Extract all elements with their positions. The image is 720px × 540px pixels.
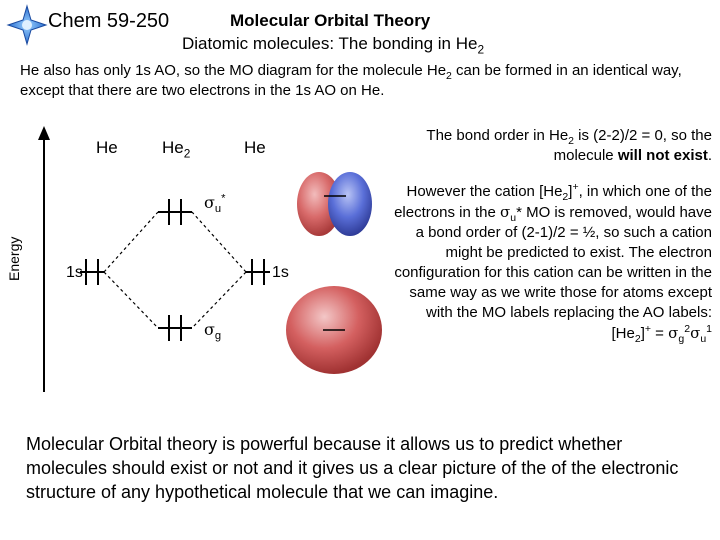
page-title: Molecular Orbital Theory [230,11,431,30]
energy-label: Energy [6,236,22,281]
energy-axis [38,126,50,392]
antibonding-level [158,199,192,225]
right-1s-label: 1s [272,264,289,281]
antibonding-orbital-image [297,172,372,236]
antibonding-label: $\sigma_u^*$ [204,192,226,216]
molecule-label: $He_2$ [162,138,191,161]
left-atom-label: He [96,138,118,157]
bond-order-paragraph: The bond order in $He_2$ is (2-2)/2 = 0, so the molecule will not exist. [426,127,712,164]
electron-configuration: $[He_2]^+ = \sigma_g^2\sigma_u^1$ [611,323,712,345]
intro-paragraph: He also has only 1s AO, so the MO diagram for the molecule $He_2$ can be formed in an identical way, except that there are two electrons in the 1s AO on He. [20,62,682,99]
conclusion-paragraph: Molecular Orbital theory is powerful because it allows us to predict whether molecules should exist or not and it gives us a clear picture of the of the electronic structure of any hypothetical molecule that we can imagine. [26,434,679,502]
left-1s-label: 1s [66,264,83,281]
course-label: Chem 59-250 [48,10,170,32]
right-atom-label: He [244,138,266,157]
left-1s-level [80,259,104,285]
mo-diagram [0,116,390,392]
right-1s-level [246,259,270,285]
logo-icon [6,4,48,46]
bonding-label: $\sigma_g$ [204,320,222,343]
bonding-level [158,315,192,341]
cation-paragraph: However the cation $[He_2]^+$, in which one of the electrons in the $\sigma_u*$ MO is removed, would have a bond order of (2-1)/2 = ½, so such a cation might be predicted to exist. The electron configuration for this cation can be written in the same way as we write those for atoms except with the MO labels replacing the AO labels: [394,181,712,321]
correlation-lines [104,212,246,328]
bonding-orbital-image [286,286,382,374]
explanation-text [388,126,712,344]
page-subtitle: Diatomic molecules: The bonding in $He_2$ [182,34,485,57]
